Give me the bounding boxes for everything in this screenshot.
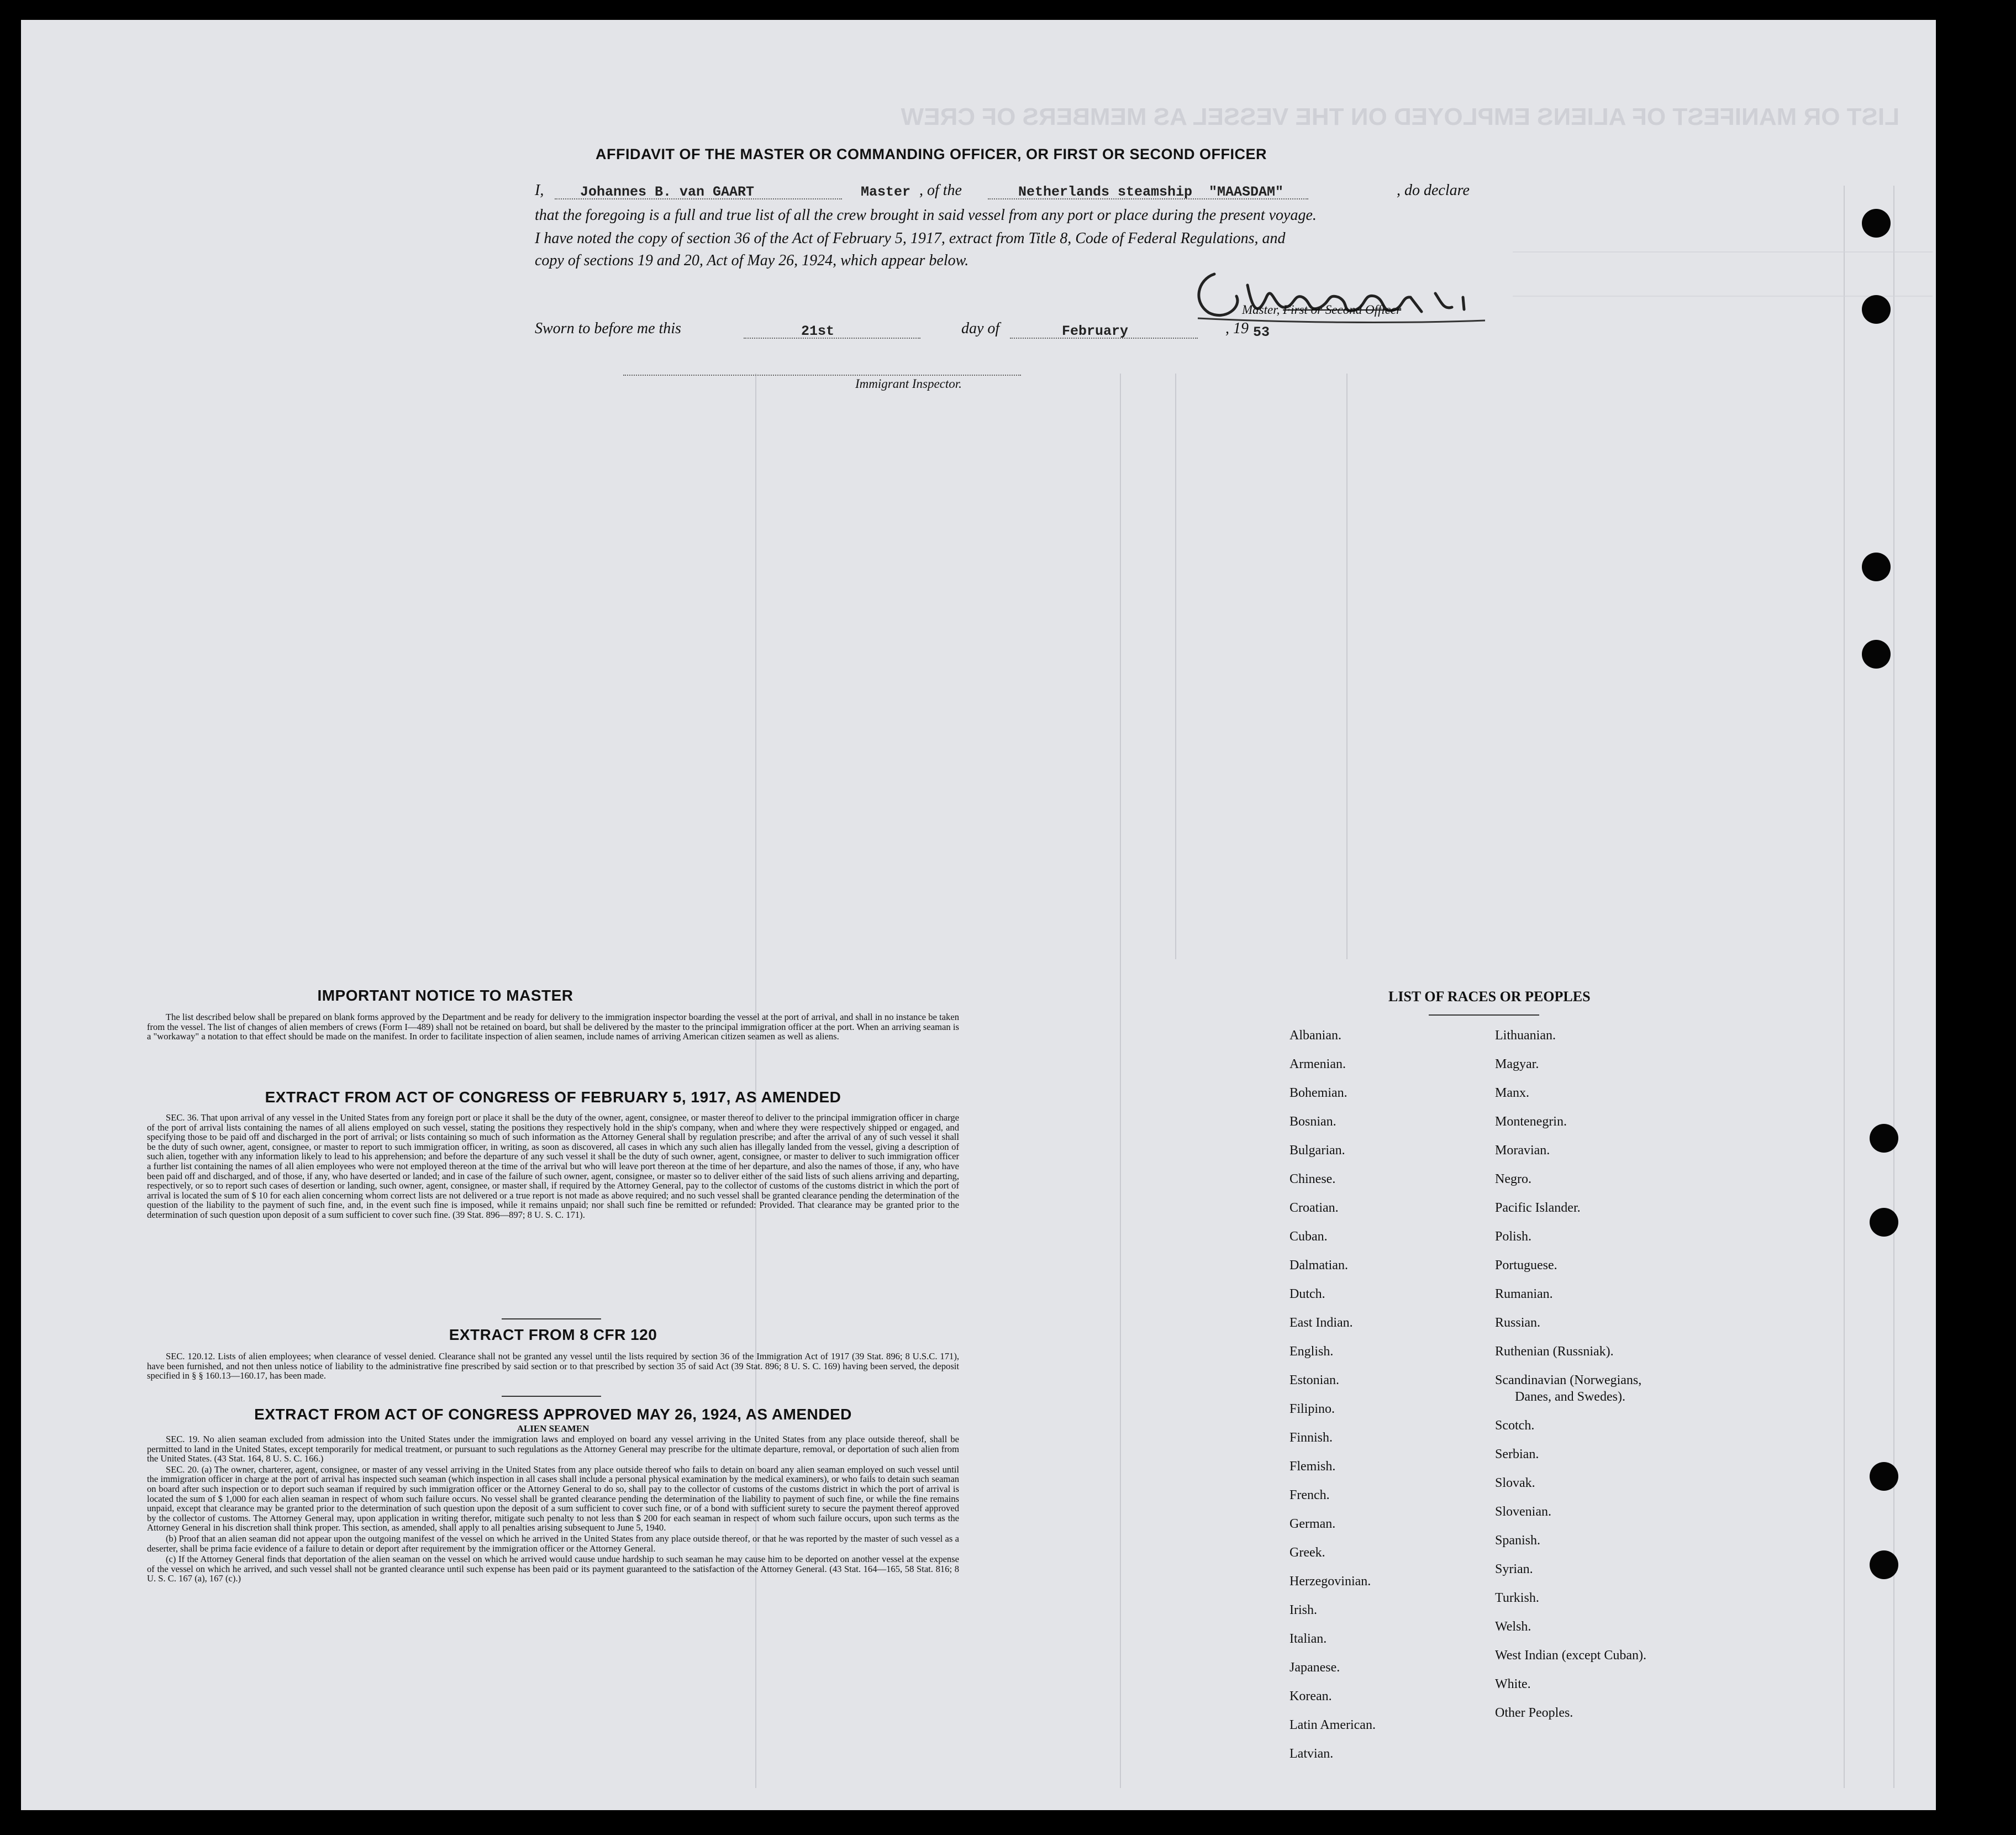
sec-20b-text: (b) Proof that an alien seaman did not appear upon the outgoing manifest of the vessel on which he arrived in the United States from any place outside thereof, or that he was reported by the master of such vessel as a deserter, shall be prima facie evidence of a failure to detain or deport after requirement by the immigration officer or the Attorney General. (147, 1533, 959, 1554)
declaration-prefix: I, (535, 182, 544, 199)
do-declare-text: , do declare (1397, 182, 1470, 199)
race-item: Slovak. (1495, 1476, 1535, 1490)
race-item: Bosnian. (1289, 1114, 1336, 1129)
race-item: Cuban. (1289, 1229, 1328, 1244)
race-item: Slovenian. (1495, 1505, 1551, 1519)
notice-paragraph (147, 1012, 959, 1043)
race-item: White. (1495, 1677, 1531, 1691)
race-item: Magyar. (1495, 1057, 1539, 1071)
divider (502, 1318, 601, 1319)
race-item: Albanian. (1289, 1028, 1341, 1043)
race-item: Scotch. (1495, 1418, 1535, 1433)
race-item: East Indian. (1289, 1316, 1353, 1330)
race-item: Korean. (1289, 1689, 1332, 1703)
notice-heading: IMPORTANT NOTICE TO MASTER (317, 987, 573, 1004)
extract-1917-text: SEC. 36. That upon arrival of any vessel in the United States from any foreign port or place it shall be the duty of the owner, agent, consignee, or master thereof to deliver to the principal immigration officer in charge of the port of arrival lists containing the names of all aliens employed on such vessel, stating the positions they respectively hold in the ship's company, when and where they were respectively shipped or engaged, and specifying those to be paid off and discharged in the port of arrival; or lists containing so much of such information as the Attorney General shall by regulation prescribe; and after the arrival of any of such vessel it shall be the duty of such owner, agent, consignee, or master to report to such immigration officer, in writing, as soon as discovered, all cases in which any such alien has illegally landed from the vessel, giving a description of such alien, together with any information likely to lead to his apprehension; and before the departure of any such vessel it shall be the duty of such owner, agent, consignee, or master to deliver to such immigration officer a further list containing the names of all alien employees who were not employed thereon at the time of the arrival but who will leave port thereon at the time of her departure, and also the names of those, if any, who have been paid off and discharged, and of those, if any, who have deserted or landed; and in case of the failure of such owner, agent, consignee, or master so to deliver either of the said lists of such aliens arriving and departing, respectively, or so to report such cases of desertion or landing, such owner, agent, consignee, or master shall, if required by the Attorney General, pay to the collector of customs of the customs district in which the port of arrival is located the sum of $ 10 for each alien concerning whom correct lists are not delivered or a true report is not made as above required; and no such vessel shall be granted clearance pending the determination of the question of the liability to the payment of such fine, and, in the event such fine is imposed, while it remains unpaid; nor shall such fine be remitted or refunded: Provided. That clearance may be granted prior to the determination of such question upon deposit of a sum sufficient to cover such fine. (39 Stat. 896—897; 8 U. S. C. 171). (147, 1112, 959, 1220)
race-item: Dalmatian. (1289, 1258, 1348, 1273)
race-item: Finnish. (1289, 1431, 1333, 1445)
race-item: Polish. (1495, 1229, 1532, 1244)
affidavit-title: AFFIDAVIT OF THE MASTER OR COMMANDING OFFICER, OR FIRST OR SECOND OFFICER (596, 146, 1267, 162)
inspector-label: Immigrant Inspector. (855, 377, 962, 391)
race-item: Rumanian. (1495, 1287, 1553, 1301)
race-item: Spanish. (1495, 1533, 1541, 1548)
race-item: West Indian (except Cuban). (1495, 1648, 1646, 1663)
extract-1917-paragraph (147, 1113, 959, 1221)
signature-label-officer: First or Second Officer (1283, 303, 1402, 317)
race-item: Bohemian. (1289, 1086, 1347, 1100)
race-item: Welsh. (1495, 1620, 1531, 1634)
punch-hole (1870, 1550, 1898, 1579)
master-rank: Master (861, 184, 911, 200)
sworn-prefix: Sworn to before me this (535, 320, 681, 337)
punch-hole (1870, 1208, 1898, 1237)
race-item: Dutch. (1289, 1287, 1325, 1301)
punch-hole (1862, 553, 1891, 581)
extract-1924-heading: EXTRACT FROM ACT OF CONGRESS APPROVED MAY 26, 1924, AS AMENDED (254, 1406, 852, 1423)
race-item: Scandinavian (Norwegians, (1495, 1373, 1642, 1387)
race-item: Japanese. (1289, 1660, 1340, 1675)
punch-hole (1862, 209, 1891, 238)
race-item: Moravian. (1495, 1143, 1550, 1158)
sec-20a-text: SEC. 20. (a) The owner, charterer, agent, consignee, or master of any vessel arriving in the United States from any place outside thereof who fails to detain on board any alien seaman employed on such vessel until the immigration officer in charge at the port of arrival has inspected such seaman (which inspection in all cases shall include a personal physical examination by the medical examiners), or who fails to detain such seaman on board after such inspection or to deport such seaman if required by such immigration officer or the Attorney General to do so, shall pay to the collector of customs of the customs district in which the port of arrival is located the sum of $ 1,000 for each alien seaman in respect of whom such failure occurs. No vessel shall be granted clearance pending the determination of the liability to payment of such fine, or while the fine remains unpaid, except that clearance may be granted prior to the determination of such question upon the deposit of a sum sufficient to cover such fine, or of a bond with sufficient surety to secure the payment thereof approved by the collector of customs. The Attorney General may, upon application in writing therefor, mitigate such penalty to not less than $ 200 for each seaman in respect of whom such failure occurs, upon such terms as the Attorney General in his discretion shall think proper. This section, as amended, shall apply to all penalties arising subsequent to June 5, 1940. (147, 1464, 959, 1533)
extract-cfr-paragraph (147, 1352, 959, 1382)
punch-hole (1870, 1124, 1898, 1153)
extract-1917-heading: EXTRACT FROM ACT OF CONGRESS OF FEBRUARY 5, 1917, AS AMENDED (265, 1089, 841, 1106)
notice-text: The list described below shall be prepared on blank forms approved by the Department and be ready for delivery to the immigration inspector boarding the vessel at the port of arrival, and shall in no instance be taken from the vessel. The list of changes of alien members of crews (Form I—489) shall not be retained on board, but shall be delivered by the master to the principal immigration officer at the port. When an arriving seaman is a "workaway" a notation to that effect should be made on the manifest. In order to facilitate inspection of alien seamen, include names of arriving American citizen seamen as well as aliens. (147, 1012, 959, 1042)
alien-seamen-subheading: ALIEN SEAMEN (517, 1423, 589, 1434)
race-item: Greek. (1289, 1545, 1325, 1560)
divider (502, 1396, 601, 1397)
race-item: Syrian. (1495, 1562, 1533, 1576)
extract-cfr-heading: EXTRACT FROM 8 CFR 120 (449, 1326, 657, 1343)
race-item: Manx. (1495, 1086, 1529, 1100)
race-item: Flemish. (1289, 1459, 1336, 1474)
sworn-month: February (1062, 323, 1129, 339)
sworn-line (535, 320, 1308, 342)
race-item: Filipino. (1289, 1402, 1335, 1416)
race-item: Latin American. (1289, 1718, 1376, 1732)
races-heading: LIST OF RACES OR PEOPLES (1388, 989, 1591, 1005)
sec-19-text: SEC. 19. No alien seaman excluded from admission into the United States under the immigration laws and employed on board any vessel arriving in the United States from any place outside thereof, shall be permitted to land in the United States, except temporarily for medical treatment, or pursuant to such regulations as the Attorney General may prescribe for the ultimate departure, removal, or deportation of such alien from the United States. (43 Stat. 164, 8 U. S. C. 166.) (147, 1434, 959, 1464)
race-item: French. (1289, 1488, 1330, 1502)
race-item: Portuguese. (1495, 1258, 1557, 1273)
document-page (21, 20, 1936, 1810)
race-item: Herzegovinian. (1289, 1574, 1371, 1589)
races-underline (1429, 1014, 1539, 1016)
race-item: Serbian. (1495, 1447, 1539, 1461)
extract-cfr-text: SEC. 120.12. Lists of alien employees; when clearance of vessel denied. Clearance shall not be granted any vessel until the lists required by section 36 of the Immigration Act of 1917 (39 Stat. 896; 8 U.S.C. 171), have been furnished, and not then unless notice of liability to the administrative fine prescribed by said section or to that prescribed by section 35 of said Act (39 Stat. 896; 8 U. S. C. 169) having been served, the deposit specified in § § 160.13—160.17, has been made. (147, 1351, 959, 1381)
extract-1924-paragraphs (147, 1434, 959, 1585)
declaration-line-3: I have noted the copy of section 36 of the Act of February 5, 1917, extract from Title 8, Code of Federal Regulations, and (535, 230, 1286, 247)
race-item: English. (1289, 1344, 1334, 1359)
race-item: Estonian. (1289, 1373, 1339, 1387)
day-of-text: day of (961, 320, 1000, 337)
of-the-text: , of the (919, 182, 962, 199)
sworn-day: 21st (801, 323, 835, 339)
vessel-name: "MAASDAM" (1209, 184, 1284, 200)
race-item: Russian. (1495, 1316, 1541, 1330)
vessel-nationality: Netherlands steamship (1018, 184, 1193, 200)
declaration-line-1 (535, 182, 1502, 202)
sec-20c-text: (c) If the Attorney General finds that deportation of the alien seaman on the vessel on which he arrived would cause undue hardship to such seaman he may cause him to be deported on another vessel at the expense of the vessel on which he arrived, and such vessel shall not be granted clearance until such expense has been paid or its payment guaranteed to the satisfaction of the Attorney General. (43 Stat. 164—165, 58 Stat. 816; 8 U. S. C. 167 (a), 167 (c).) (147, 1554, 959, 1584)
race-item: Montenegrin. (1495, 1114, 1567, 1129)
punch-hole (1870, 1462, 1898, 1491)
race-item: Bulgarian. (1289, 1143, 1345, 1158)
race-item: Irish. (1289, 1603, 1317, 1617)
race-item: Latvian. (1289, 1747, 1334, 1761)
signature-label-master: Master, (1242, 303, 1280, 317)
punch-hole (1862, 295, 1891, 324)
year-suffix: 53 (1253, 324, 1270, 340)
svg-text:LIST OR MANIFEST OF ALIENS EMP: LIST OR MANIFEST OF ALIENS EMPLOYED ON THE VESSEL AS MEMBERS OF CREW (901, 103, 1899, 130)
race-item: Lithuanian. (1495, 1028, 1556, 1043)
race-item: Danes, and Swedes). (1515, 1390, 1625, 1404)
race-item: Chinese. (1289, 1172, 1336, 1186)
race-item: Pacific Islander. (1495, 1201, 1581, 1215)
declaration-line-2: that the foregoing is a full and true list of all the crew brought in said vessel from any port or place during the present voyage. (535, 207, 1317, 224)
declaration-line-4: copy of sections 19 and 20, Act of May 26, 1924, which appear below. (535, 252, 969, 269)
year-prefix: , 19 (1225, 320, 1249, 337)
race-item: Turkish. (1495, 1591, 1539, 1605)
punch-hole (1862, 640, 1891, 669)
race-item: German. (1289, 1517, 1336, 1531)
master-name: Johannes B. van GAART (580, 184, 755, 200)
signature-label (1242, 303, 1401, 317)
race-item: Ruthenian (Russniak). (1495, 1344, 1614, 1359)
race-item: Italian. (1289, 1632, 1327, 1646)
race-item: Negro. (1495, 1172, 1531, 1186)
race-item: Croatian. (1289, 1201, 1339, 1215)
race-item: Armenian. (1289, 1057, 1346, 1071)
race-item: Other Peoples. (1495, 1706, 1573, 1720)
